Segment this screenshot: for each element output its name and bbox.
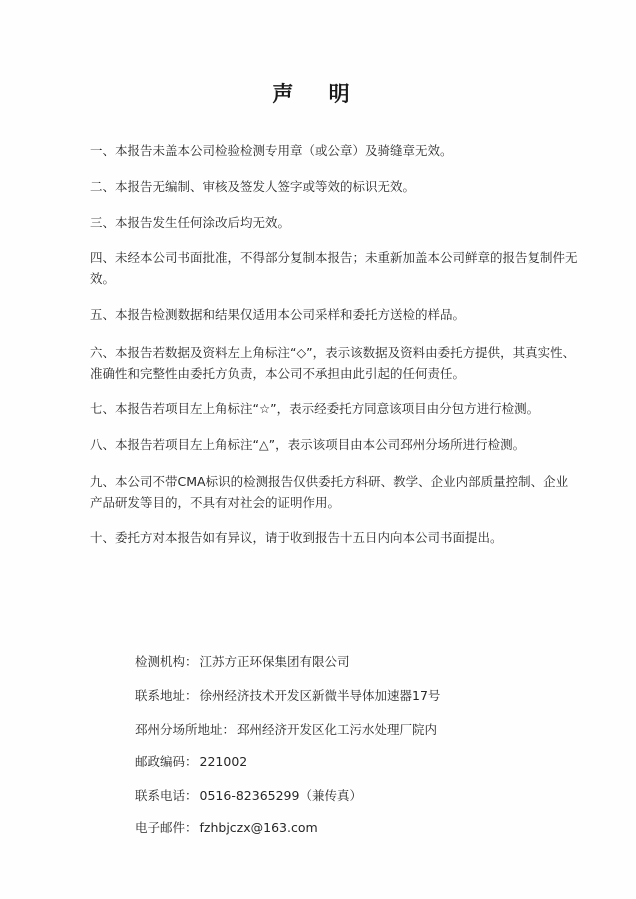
postcode-label: 邮政编码： [135, 754, 198, 769]
branch-label: 邳州分场所地址： [135, 722, 236, 737]
clause-10: 十、委托方对本报告如有异议，请于收到报告十五日内向本公司书面提出。 [90, 530, 503, 545]
clause-3: 三、本报告发生任何涂改后均无效。 [90, 215, 291, 230]
phone-value: 0516-82365299（兼传真） [199, 788, 362, 803]
clause-2: 二、本报告无编制、审核及签发人签字或等效的标识无效。 [90, 179, 416, 194]
postcode-row [135, 752, 247, 772]
branch-value: 邳州经济开发区化工污水处理厂院内 [237, 722, 438, 737]
branch-address-row [135, 720, 437, 740]
address-value: 徐州经济技术开发区新微半导体加速器17号 [199, 688, 441, 703]
clause-9: 九、本公司不带CMA标识的检测报告仅供委托方科研、教学、企业内部质量控制、企业产品研发等目的，不具有对社会的证明作用。 [90, 474, 569, 510]
email-value: fzhbjczx@163.com [199, 820, 318, 835]
clause-7: 七、本报告若项目左上角标注“☆”，表示经委托方同意该项目由分包方进行检测。 [90, 401, 540, 416]
postcode-value: 221002 [199, 754, 248, 769]
org-row [135, 652, 350, 672]
phone-row [135, 786, 362, 806]
org-value: 江苏方正环保集团有限公司 [199, 654, 350, 669]
org-label: 检测机构： [135, 654, 198, 669]
clause-6: 六、本报告若数据及资料左上角标注“◇”，表示该数据及资料由委托方提供，其真实性、准确性和完整性由委托方负责，本公司不承担由此引起的任何责任。 [90, 345, 576, 381]
page-title: 声 明 [272, 82, 364, 106]
clause-4: 四、未经本公司书面批准，不得部分复制本报告；未重新加盖本公司鲜章的报告复制件无效。 [90, 250, 578, 286]
clause-5: 五、本报告检测数据和结果仅适用本公司采样和委托方送检的样品。 [90, 307, 466, 322]
address-row [135, 686, 440, 706]
clause-8: 八、本报告若项目左上角标注“△”，表示该项目由本公司邳州分场所进行检测。 [90, 437, 526, 452]
email-label: 电子邮件： [135, 820, 198, 835]
phone-label: 联系电话： [135, 788, 198, 803]
email-row [135, 818, 318, 838]
clause-1: 一、本报告未盖本公司检验检测专用章（或公章）及骑缝章无效。 [90, 143, 453, 158]
address-label: 联系地址： [135, 688, 198, 703]
